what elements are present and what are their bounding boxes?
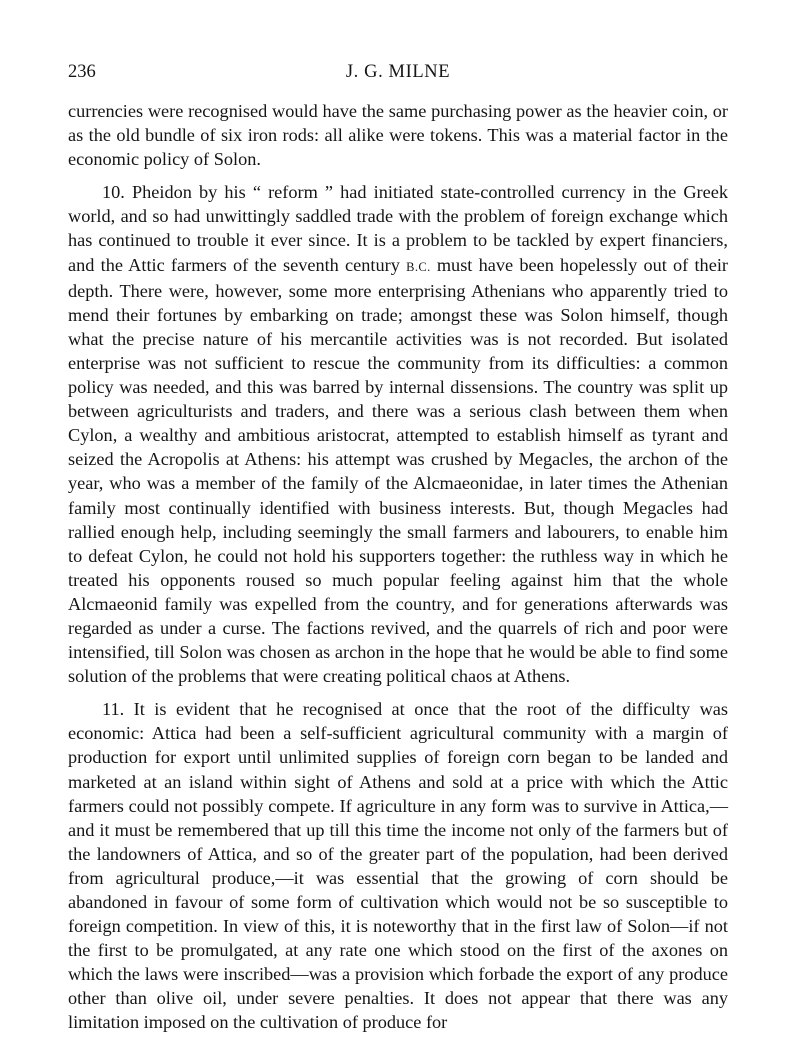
paragraph-10 — [68, 180, 728, 688]
era-abbreviation: B.C. — [406, 259, 431, 274]
paragraph-continuation: currencies were recognised would have the same purchasing power as the heavier coin, or as the old bundle of six iron rods: all alike were tokens. This was a material factor in the economic policy of Solon. — [68, 101, 728, 170]
paragraph-11: 11. It is evident that he recognised at once that the root of the difficulty was economic: Attica had been a self-sufficient agricultural community with a margin of production for export until unlimited supplies of foreign corn began to be landed and marketed at an island within sight of Athens and sold at a price with which the Attic farmers could not possibly compete. If agriculture in any form was to survive in Attica,—and it must be remembered that up till this time the income not only of the farmers but of the landowners of Attica, and so of the greater part of the population, had been derived from agricultural produce,—it was essential that the growing of corn should be abandoned in favour of some form of cultivation which would not be so susceptible to foreign competition. In view of this, it is noteworthy that in the first law of Solon—if not the first to be promulgated, at any rate one which stood on the first of the axones on which the laws were inscribed—was a provision which forbade the export of any produce other than olive oil, under severe penalties. It does not appear that there was any limitation imposed on the cultivation of produce for — [68, 699, 728, 1033]
page-number: 236 — [68, 62, 96, 82]
page-header — [68, 60, 728, 84]
running-head: J. G. MILNE — [345, 62, 451, 82]
paragraph-10-text-b: must have been hopelessly out of their depth. There were, however, some more enterprising Athenians who apparently tried to mend their fortunes by embarking on trade; amongst these was Solon himself, though what the precise nature of his mercantile activities was is not recorded. But isolated enterprise was not sufficient to rescue the community from its difficulties: a common policy was needed, and this was barred by internal dissensions. The country was split up between agriculturists and traders, and there was a serious clash between them when Cylon, a wealthy and ambitious aristocrat, attempted to establish himself as tyrant and seized the Acropolis at Athens: his attempt was crushed by Megacles, the archon of the year, who was a member of the family of the Alcmaeonidae, in later times the Athenian family most continually identified with business interests. But, though Megacles had rallied enough help, including seemingly the small farmers and labourers, to enable him to defeat Cylon, he could not hold his supporters together: the ruthless way in which he treated his opponents roused so much popular feeling against him that the whole Alcmaeonid family was expelled from the country, and for generations afterwards was regarded as under a curse. The factions revived, and the quarrels of rich and poor were intensified, till Solon was chosen as archon in the hope that he would be able to find some solution of the problems that were creating political chaos at Athens. — [68, 254, 728, 687]
book-page — [68, 60, 728, 1044]
body-text — [68, 99, 728, 1035]
paragraph-10-text-a: 10. Pheidon by his “ reform ” had initiated state-controlled currency in the Greek world, and so had unwittingly saddled trade with the problem of foreign exchange which has continued to trouble it ever since. It is a problem to be tackled by expert financiers, and the Attic farmers of the seventh century — [68, 182, 728, 275]
